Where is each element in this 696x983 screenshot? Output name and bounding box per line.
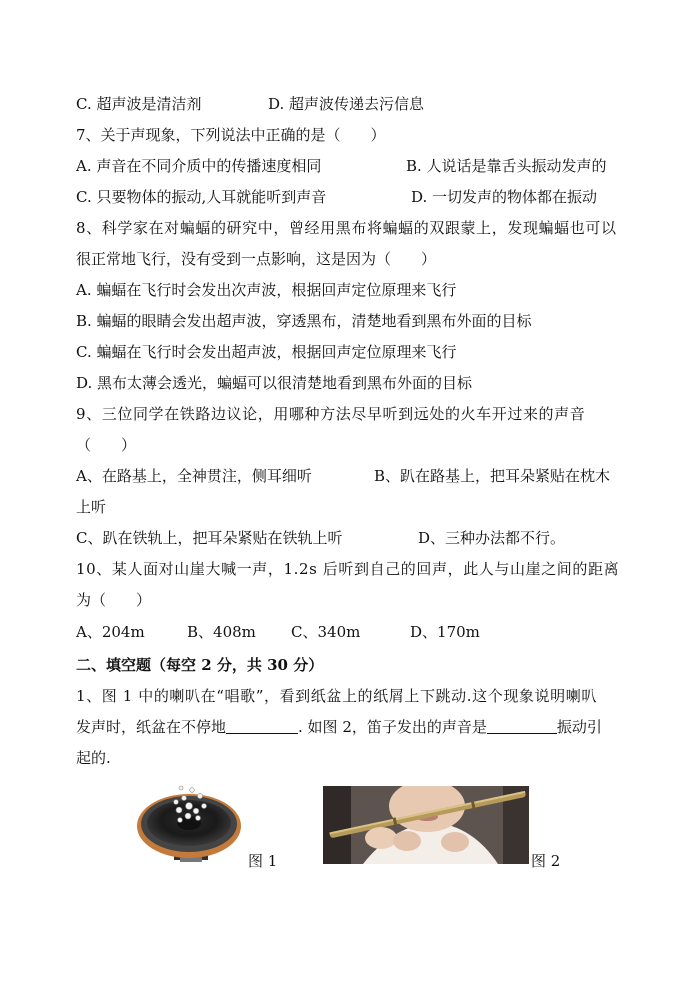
question-text: 9、三位同学在铁路边议论，用哪种方法尽早听到远处的火车开过来的声音: [76, 405, 586, 423]
question-text: 10、某人面对山崖大喊一声，1.2s 后听到自己的回声，此人与山崖之间的距离: [76, 560, 620, 578]
question-line: [76, 617, 636, 648]
question-text: B. 蝙蝠的眼睛会发出超声波，穿透黑布，清楚地看到黑布外面的目标: [76, 312, 532, 330]
answer-option: A、在路基上，全神贯注，侧耳细听: [76, 467, 312, 485]
fill-text-c: 振动引: [556, 718, 602, 736]
question-line: [76, 151, 636, 182]
answer-option: D、170m: [410, 623, 480, 641]
question-line: [76, 337, 636, 368]
question-text: （ ）: [76, 436, 137, 454]
answer-option: B. 人说话是靠舌头振动发声的: [406, 157, 607, 175]
answer-option: B、趴在路基上，把耳朵紧贴在枕木: [374, 467, 611, 485]
answer-option: C、340m: [291, 623, 361, 641]
fill-text-a: 发声时，纸盆在不停地: [76, 718, 227, 736]
question-text: 8、科学家在对蝙蝠的研究中，曾经用黑布将蝙蝠的双跟蒙上，发现蝙蝠也可以: [76, 219, 617, 237]
question-line: [76, 399, 636, 430]
answer-blank-1[interactable]: [226, 717, 298, 734]
flute-image: [323, 786, 529, 864]
answer-option: A、204m: [76, 623, 145, 641]
answer-option: C. 超声波是清洁剂: [76, 95, 202, 113]
question-text: A. 蝙蝠在飞行时会发出次声波，根据回声定位原理来飞行: [76, 281, 457, 299]
question-line: [76, 492, 636, 523]
fill-question-1-line-2: [76, 712, 636, 743]
figure-1-caption: 图 1: [248, 852, 278, 870]
question-line: [76, 523, 636, 554]
question-text: D. 黑布太薄会透光，蝙蝠可以很清楚地看到黑布外面的目标: [76, 374, 473, 392]
question-line: [76, 554, 636, 585]
answer-option: A. 声音在不同介质中的传播速度相同: [76, 157, 322, 175]
question-line: [76, 461, 636, 492]
question-line: [76, 120, 636, 151]
answer-option: C. 只要物体的振动,人耳就能听到声音: [76, 188, 327, 206]
question-line: [76, 275, 636, 306]
fill-text-b: . 如图 2，笛子发出的声音是: [298, 718, 487, 736]
question-text: C. 蝙蝠在飞行时会发出超声波，根据回声定位原理来飞行: [76, 343, 457, 361]
question-line: [76, 306, 636, 337]
question-line: [76, 182, 636, 213]
question-line: [76, 244, 636, 275]
question-text: 7、关于声现象，下列说法中正确的是（ ）: [76, 126, 386, 144]
figure-2-caption: 图 2: [531, 852, 561, 870]
question-line: [76, 430, 636, 461]
answer-option: D. 超声波传递去污信息: [268, 95, 425, 113]
answer-option: D. 一切发声的物体都在振动: [411, 188, 598, 206]
answer-option: C、趴在铁轨上，把耳朵紧贴在铁轨上听: [76, 529, 343, 547]
answer-option: D、三种办法都不行。: [418, 529, 566, 547]
question-line: [76, 213, 636, 244]
section-title: 二、填空题（每空 2 分，共 30 分）: [76, 656, 324, 674]
question-text: 很正常地飞行，没有受到一点影响，这是因为（ ）: [76, 250, 437, 268]
fill-question-1-line-1: 1、图 1 中的喇叭在“唱歌”，看到纸盆上的纸屑上下跳动.这个现象说明喇叭: [76, 687, 597, 705]
question-line: [76, 585, 636, 616]
answer-blank-2[interactable]: [487, 717, 557, 734]
speaker-image: [134, 776, 244, 868]
question-line: [76, 89, 636, 120]
answer-option: B、408m: [187, 623, 256, 641]
fill-question-1-line-3: 起的.: [76, 749, 111, 767]
question-text: 上听: [76, 498, 107, 516]
question-line: [76, 368, 636, 399]
question-text: 为（ ）: [76, 591, 152, 609]
